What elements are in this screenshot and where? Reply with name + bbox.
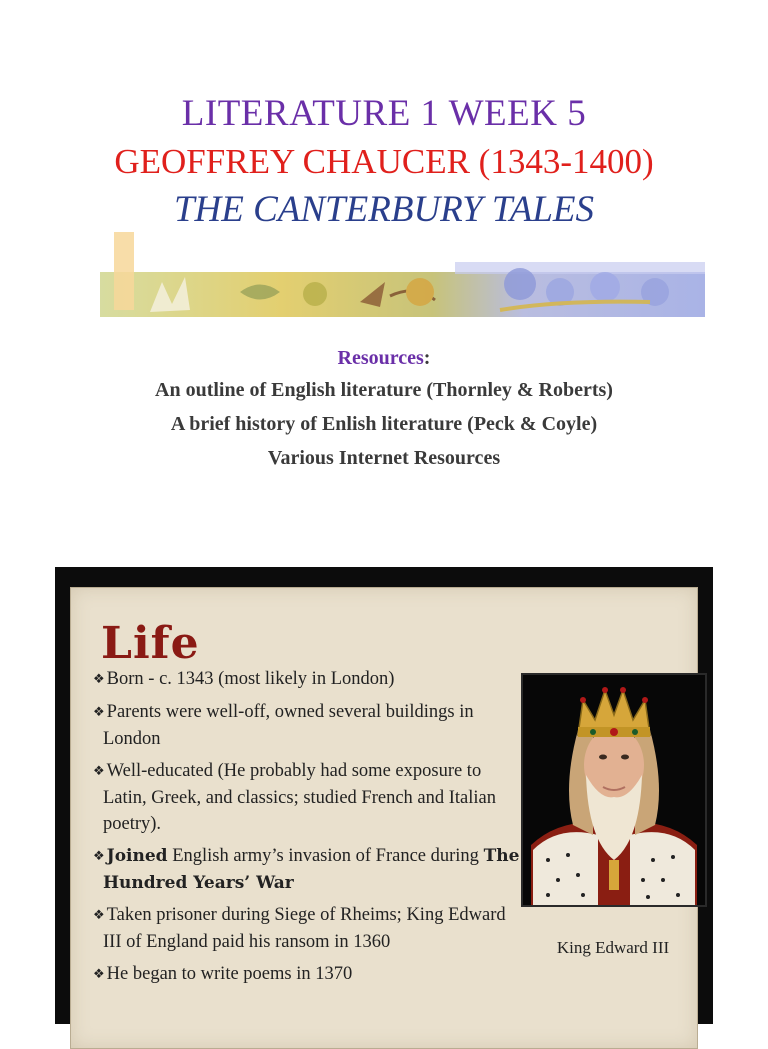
life-bullet: ❖ Parents were well-off, owned several buildings in London: [93, 702, 474, 749]
life-bullet: ❖ Joined English army’s invasion of France during The Hundred Years’ War: [93, 846, 520, 893]
resource-item: Various Internet Resources: [267, 447, 501, 469]
life-bullet: ❖ Well-educated (He probably had some exposure to Latin, Greek, and classics; studied French and Italian poetry).: [93, 761, 496, 834]
life-slide: [55, 567, 713, 1024]
resources-heading: Resources:: [337, 347, 431, 369]
diamond-bullet-icon: ❖: [93, 908, 105, 923]
diamond-bullet-icon: ❖: [93, 764, 105, 779]
diamond-bullet-icon: ❖: [93, 967, 105, 982]
diamond-bullet-icon: ❖: [93, 672, 105, 687]
diamond-bullet-icon: ❖: [93, 705, 105, 720]
life-bullet: ❖ Born - c. 1343 (most likely in London): [93, 669, 395, 689]
diamond-bullet-icon: ❖: [93, 849, 105, 864]
portrait-caption: King Edward III: [556, 938, 670, 957]
slide-title-course: LITERATURE 1 WEEK 5: [181, 93, 587, 134]
life-bullet: ❖ He began to write poems in 1370: [93, 964, 353, 984]
parchment-panel: [70, 587, 698, 1049]
king-edward-portrait: [521, 673, 707, 907]
slide-title-work: THE CANTERBURY TALES: [173, 189, 595, 230]
life-heading: Life: [101, 618, 200, 669]
decorative-banner-image: [100, 232, 705, 342]
resources-section: [0, 343, 768, 475]
resource-item: An outline of English literature (Thornley & Roberts): [155, 379, 613, 401]
resource-item: A brief history of Enlish literature (Peck & Coyle): [170, 413, 598, 435]
life-bullet: ❖ Taken prisoner during Siege of Rheims; King Edward III of England paid his ransom in 1360: [93, 905, 506, 952]
slide-title-author: GEOFFREY CHAUCER (1343-1400): [114, 142, 654, 181]
life-bullet-list: [93, 666, 523, 994]
